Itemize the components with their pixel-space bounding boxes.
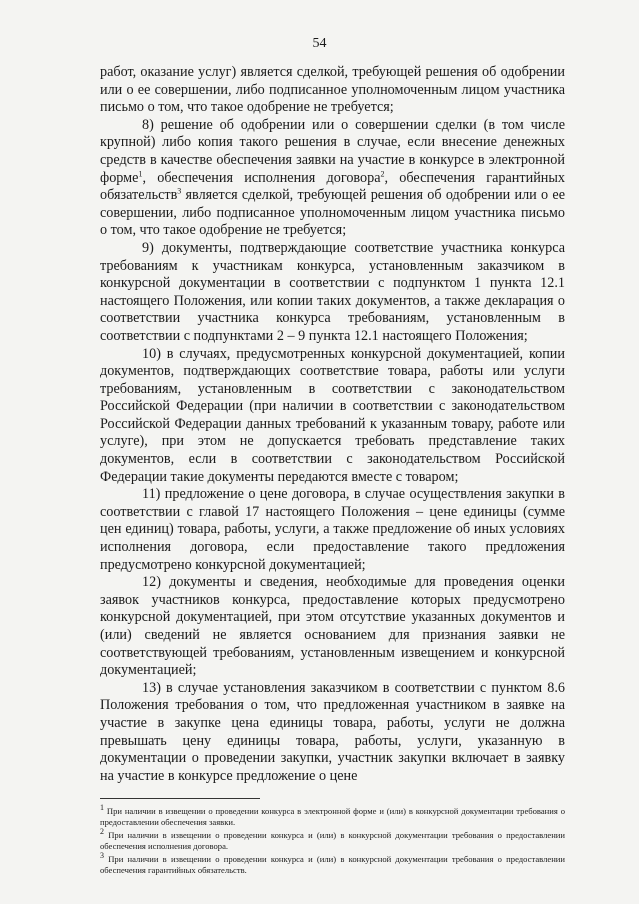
- body-text: [100, 64, 565, 785]
- footnote-ref: 3: [177, 186, 182, 196]
- footnote-ref: 2: [380, 168, 385, 178]
- paragraph-text: , обеспечения исполнения договора: [142, 169, 381, 186]
- footnote-3: [100, 851, 565, 876]
- footnote-text: При наличии в извещении о проведении конкурса и (или) в конкурсной документации требования о предоставлении обеспечения исполнения договора.: [100, 830, 565, 851]
- paragraph-item-9: 9) документы, подтверждающие соответствие участника конкурса требованиям к участникам конкурса, установленным заказчиком в конкурсной документации в соответствии с подпунктом 1 пункта 12.1 настоящего Положения, или копии таких документов, а также декларация о соответствии участника конкурса требованиям, установленным в соответствии с подпунктами 2 – 9 пункта 12.1 настоящего Положения;: [100, 239, 565, 344]
- footnote-1: [100, 803, 565, 828]
- footnote-text: При наличии в извещении о проведении конкурса и (или) в конкурсной документации требования о предоставлении обеспечения гарантийных обязательств.: [100, 854, 565, 875]
- footnote-ref: 1: [138, 168, 143, 178]
- paragraph-text: , обеспечения гарантийных обязательств: [100, 169, 565, 204]
- paragraph-item-12: 12) документы и сведения, необходимые для проведения оценки заявок участников конкурса, предоставление которых предусмотрено конкурсной документацией, при этом отсутствие указанных документов и (или) сведений не является основанием для признания заявки не соответствующей требованиям, установленным извещением и конкурсной документацией;: [100, 574, 565, 679]
- page-number: 54: [312, 36, 327, 51]
- footnote-text: При наличии в извещении о проведении конкурса в электронной форме и (или) в конкурсной документации требования о предоставлении обеспечения заявки.: [100, 806, 565, 827]
- footnotes: [100, 803, 565, 878]
- footnote-separator: [100, 798, 260, 799]
- paragraph-item-8: [100, 117, 565, 240]
- footnote-mark: 2: [100, 827, 104, 837]
- footnote-mark: 3: [100, 851, 104, 861]
- footnote-mark: 1: [100, 803, 104, 813]
- paragraph-item-13: 13) в случае установления заказчиком в соответствии с пунктом 8.6 Положения требования о том, что предложенная участником в заявке на участие в закупке цена единицы товара, работы, услуги не должна превышать цену единицы товара, работы, услуги, указанную в документации о проведении закупки, участник закупки включает в заявку на участие в конкурсе предложение о цене: [100, 679, 565, 784]
- paragraph-text: 8) решение об одобрении или о совершении сделки (в том числе крупной) либо копия такого решения в случае, если внесение денежных средств в качестве обеспечения заявки на участие в конкурсе в электронной форме: [100, 116, 565, 186]
- paragraph-item-11: 11) предложение о цене договора, в случае осуществления закупки в соответствии с главой 17 настоящего Положения – цене единицы (сумме цен единиц) товара, работы, услуги, а также предложение об иных условиях исполнения договора, если предоставление такого предложения предусмотрено конкурсной документацией;: [100, 486, 565, 573]
- footnote-2: [100, 827, 565, 852]
- paragraph-item-10: 10) в случаях, предусмотренных конкурсной документацией, копии документов, подтверждающих соответствие товара, работы или услуги требованиям, установленным в соответствии с законодательством Российской Федерации (при наличии в соответствии с законодательством Российской Федерации данных требований к указанным товару, работе или услуге), при этом не допускается требовать представление таких документов, если в соответствии с законодательством Российской Федерации такие документы передаются вместе с товаром;: [100, 345, 565, 485]
- paragraph-continuation: работ, оказание услуг) является сделкой, требующей решения об одобрении или о ее совершении, либо подписанное уполномоченным лицом участника письмо о том, что такое одобрение не требуется;: [100, 64, 565, 116]
- paragraph-text: является сделкой, требующей решения об одобрении или о ее совершении, либо подписанное уполномоченным лицом участника письмо о том, что такое одобрение не требуется;: [100, 187, 565, 239]
